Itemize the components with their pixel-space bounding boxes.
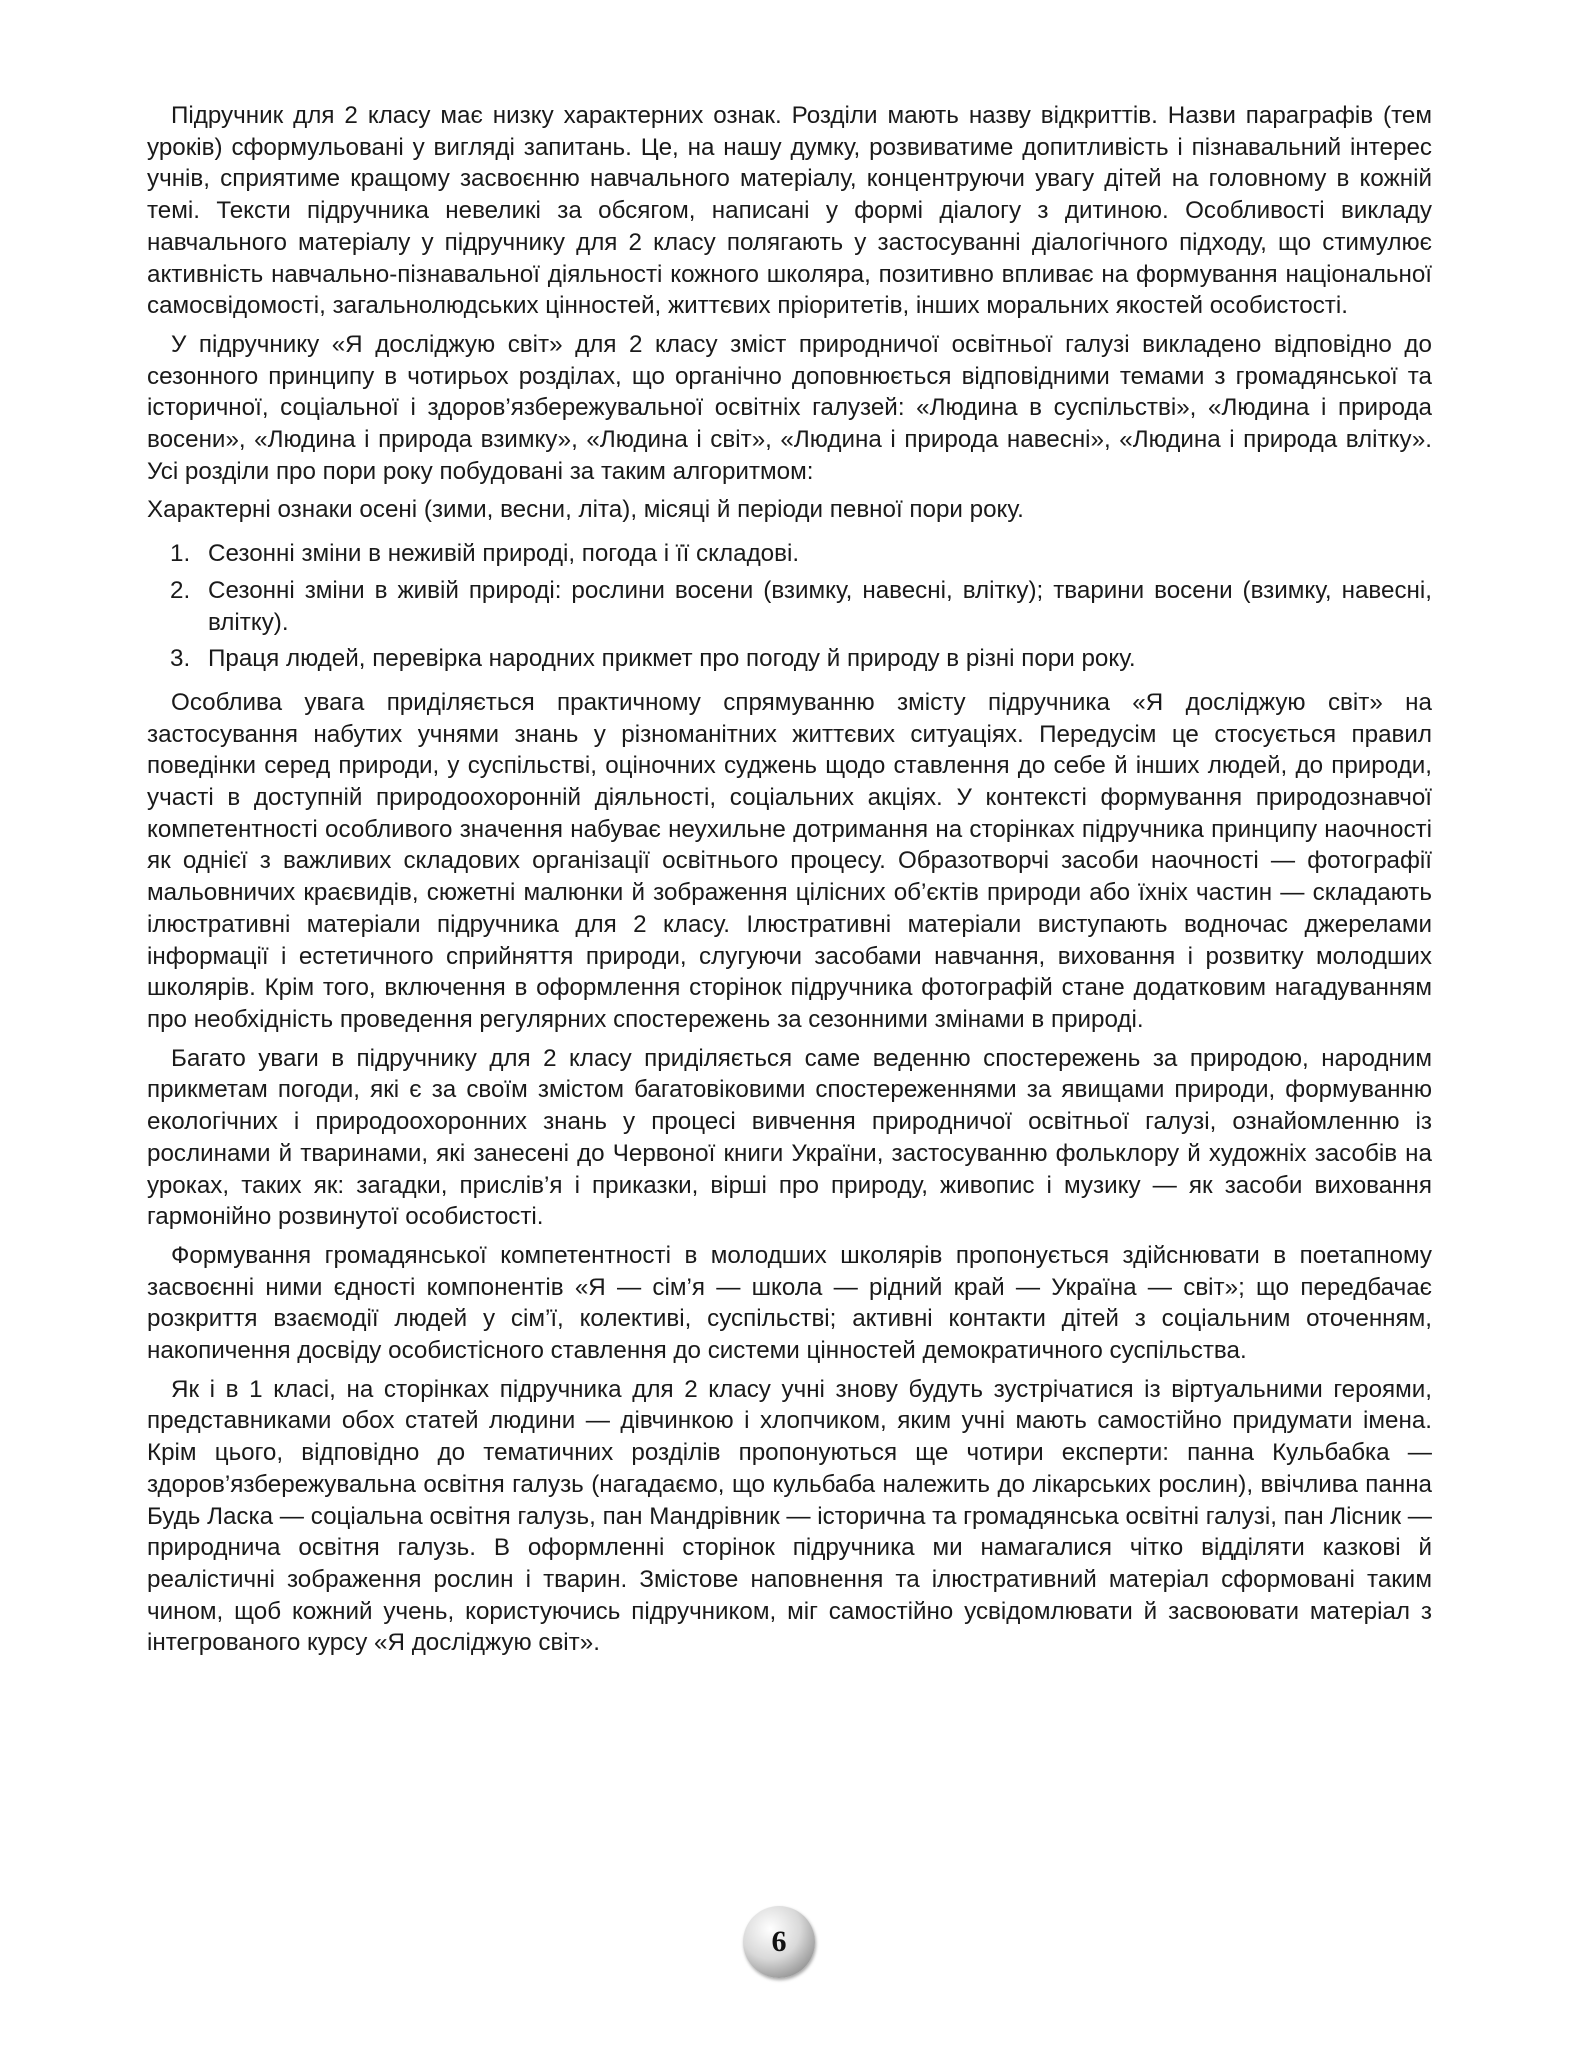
paragraph-observations: Багато уваги в підручнику для 2 класу приділяється саме веденню спостережень за природою, народним прикметам погоди, які є за своїм змістом багатовіковими спостереженнями за явищами природи, формуванню екологічних і природоохоронних знань у процесі вивчення природничої освітньої галузі, ознайомленню із рослинами й тваринами, які занесені до Червоної книги України, застосуванню фольклору й художніх засобів на уроках, таких як: загадки, прислів’я і приказки, вірші про природу, живопис і музику — як засоби виховання гармонійно розвинутої особистості. — [147, 1044, 1432, 1231]
list-item-text: Сезонні зміни в неживій природі, погода і її складові. — [208, 540, 800, 568]
paragraph-season-features: Характерні ознаки осені (зими, весни, літа), місяці й періоди певної пори року. — [147, 496, 1024, 524]
list-item-text: Сезонні зміни в живій природі: рослини восени (взимку, навесні, влітку); тварини восени (взимку, навесні, влітку). — [208, 576, 1432, 636]
list-item-number: 3. — [170, 645, 191, 673]
paragraph-virtual-heroes: Як і в 1 класі, на сторінках підручника для 2 класу учні знову будуть зустрічатися із віртуальними героями, представниками обох статей людини — дівчинкою і хлопчиком, яким учні мають самостійно придумати імена. Крім цього, відповідно до тематичних розділів пропонуються ще чотири експерти: панна Кульбабка — здоров’язбережувальна освітня галузь (нагадаємо, що кульбаба належить до лікарських рослин), ввічлива панна Будь Ласка — соціальна освітня галузь, пан Мандрівник — історична та громадянська освітні галузі, пан Лісник — природнича освітня галузь. В оформленні сторінок підручника ми намагалися чітко відділяти казкові й реалістичні зображення рослин і тварин. Змістове наповнення та ілюстративний матеріал сформовані таким чином, щоб кожний учень, користуючись підручником, міг самостійно усвідомлювати й засвоювати матеріал з інтегрованого курсу «Я досліджую світ». — [147, 1375, 1432, 1657]
page-content — [147, 100, 1432, 1666]
algorithm-list — [147, 538, 1432, 675]
list-item-number: 1. — [170, 540, 191, 568]
paragraph-practical-focus: Особлива увага приділяється практичному спрямуванню змісту підручника «Я досліджую світ» на застосування набутих учнями знань у різноманітних життєвих ситуаціях. Передусім це стосується правил поведінки серед природи, у суспільстві, оціночних суджень щодо ставлення до себе й інших людей, до природи, участі в доступній природоохоронній діяльності, соціальних акціях. У контексті формування природознавчої компетентності особливого значення набуває неухильне дотримання на сторінках підручника принципу наочності як однієї з важливих складових організації освітнього процесу. Образотворчі засоби наочності — фотографії мальовничих краєвидів, сюжетні малюнки й зображення цілісних об’єктів природи або їхніх частин — складають ілюстративні матеріали підручника для 2 класу. Ілюстративні матеріали виступають водночас джерелами інформації і естетичного сприйняття природи, слугуючи засобами навчання, виховання і розвитку молодших школярів. Крім того, включення в оформлення сторінок підручника фотографій стане додатковим нагадуванням про необхідність проведення регулярних спостережень за сезонними змінами в природі. — [147, 688, 1432, 1033]
list-item-text: Праця людей, перевірка народних прикмет про погоду й природу в різні пори року. — [208, 645, 1136, 673]
list-item — [147, 575, 1432, 638]
list-item — [147, 538, 1432, 570]
list-item-number: 2. — [170, 576, 191, 604]
paragraph-content-structure: У підручнику «Я досліджую світ» для 2 класу зміст природничої освітньої галузі викладено відповідно до сезонного принципу в чотирьох розділах, що органічно доповнюється відповідними темами з громадянської та історичної, соціальної і здоров’язбережувальної освітніх галузей: «Людина в суспільстві», «Людина і природа восени», «Людина і природа взимку», «Людина і світ», «Людина і природа навесні», «Людина і природа влітку». Усі розділи про пори року побудовані за таким алгоритмом: — [147, 330, 1432, 485]
paragraph-textbook-features: Підручник для 2 класу має низку характерних ознак. Розділи мають назву відкриттів. Назви параграфів (тем уроків) сформульовані у вигляді запитань. Це, на нашу думку, розвиватиме допитливість і пізнавальний інтерес учнів, сприятиме кращому засвоєнню навчального матеріалу, концентруючи увагу дітей на головному в кожній темі. Тексти підручника невеликі за обсягом, написані у формі діалогу з дитиною. Особливості викладу навчального матеріалу у підручнику для 2 класу полягають у застосуванні діалогічного підходу, що стимулює активність навчально-пізнавальної діяльності кожного школяра, позитивно впливає на формування національної самосвідомості, загальнолюдських цінностей, життєвих пріоритетів, інших моральних якостей особистості. — [147, 102, 1432, 320]
page-number-badge: 6 — [743, 1906, 815, 1978]
paragraph-civic-competence: Формування громадянської компетентності в молодших школярів пропонується здійснювати в поетапному засвоєнні ними єдності компонентів «Я — сім’я — школа — рідний край — Україна — світ»; що передбачає розкриття взаємодії людей у сім’ї, колективі, суспільстві; активні контакти дітей з соціальним оточенням, накопичення досвіду особистісного ставлення до системи цінностей демократичного суспільства. — [147, 1241, 1432, 1365]
list-item — [147, 643, 1432, 675]
